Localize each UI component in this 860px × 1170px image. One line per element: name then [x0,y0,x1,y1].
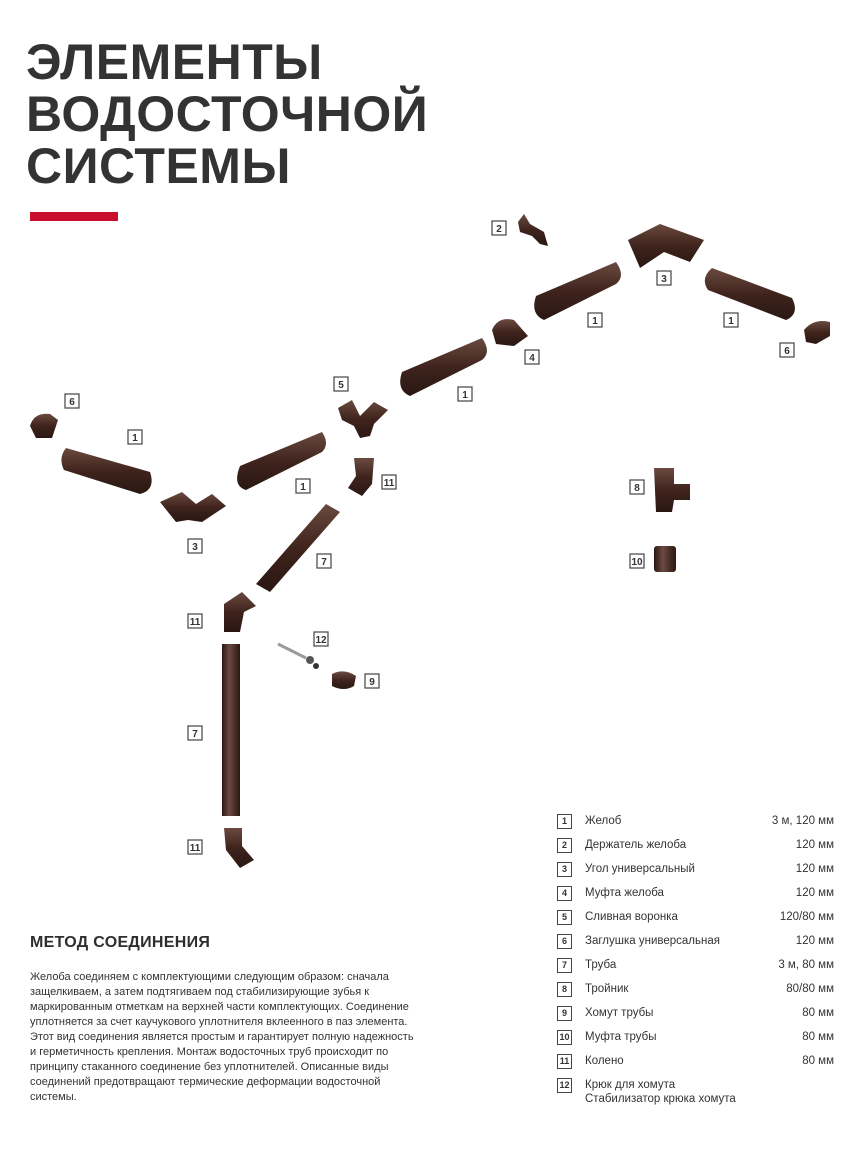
legend-name: Труба [585,959,617,971]
legend-num: 4 [557,886,572,901]
method-title: МЕТОД СОЕДИНЕНИЯ [30,934,211,951]
legend-name: Держатель желоба [585,839,687,851]
legend-row [557,1004,834,1028]
method-text: Желоба соединяем с комплектующими следующим образом: сначала защелкиваем, а затем подтягиваем под стабилизирующие зубья к маркированным отметкам на верхней части комплектующих. Соединение уплотняется за счет каучукового уплотнителя вклеенного в паз элемента. Этот вид соединения является простым и гарантирует полную надежность и герметичность крепления. Монтаж водосточных труб происходит по принципу стаканного соединение без уплотнителей. Описанные виды соединений предотвращают термические деформации водосточной системы. [30,971,414,1103]
legend-num: 8 [557,982,572,997]
diagram-label [188,614,202,628]
clamp-part [332,671,356,689]
legend-name: Заглушка универсальная [585,935,720,947]
diagram-label [458,387,472,401]
svg-text:1: 1 [592,316,598,327]
svg-text:6: 6 [69,397,75,408]
diagram-label [65,394,79,408]
svg-text:3: 3 [192,542,198,553]
svg-text:7: 7 [192,729,198,740]
legend-num: 5 [557,910,572,925]
svg-text:1: 1 [300,482,306,493]
legend-size: 120 мм [795,887,834,899]
legend-num: 9 [557,1006,572,1021]
legend-size: 3 м, 120 мм [771,815,834,827]
title-line-3: СИСТЕМЫ [26,138,291,194]
diagram-label [314,632,328,646]
legend-num: 3 [557,862,572,877]
svg-text:7: 7 [321,557,327,568]
legend-name: Хомут трубы [585,1007,654,1019]
legend-num: 6 [557,934,572,949]
diagram-label [188,840,202,854]
svg-text:2: 2 [496,224,502,235]
legend-row [557,932,834,956]
hook-part [278,644,319,669]
legend-name-line-2: Стабилизатор крюка хомута [585,1093,736,1105]
svg-text:6: 6 [784,346,790,357]
diagram-label [365,674,379,688]
legend-row [557,1052,834,1076]
legend-row [557,1076,834,1110]
svg-text:11: 11 [383,478,395,489]
legend-name [585,1078,736,1106]
legend-num: 12 [557,1078,572,1093]
diagram-label [128,430,142,444]
svg-text:11: 11 [189,843,201,854]
svg-text:8: 8 [634,483,640,494]
svg-text:11: 11 [189,617,201,628]
svg-text:10: 10 [631,557,643,568]
legend-name: Сливная воронка [585,911,678,923]
svg-text:4: 4 [529,353,535,364]
legend [557,812,834,1110]
diagram-label [630,480,644,494]
legend-num: 1 [557,814,572,829]
svg-text:1: 1 [728,316,734,327]
legend-name: Муфта желоба [585,887,664,899]
diagram-label [334,377,348,391]
coupling-part [492,319,528,346]
legend-row [557,1028,834,1052]
legend-name-line-1: Крюк для хомута [585,1079,676,1091]
outlet-part [338,400,388,438]
svg-text:9: 9 [369,677,375,688]
diagram-label [630,554,644,568]
legend-name: Желоб [585,815,622,827]
diagram-label [525,350,539,364]
legend-size: 120 мм [795,935,834,947]
legend-name: Тройник [585,983,629,995]
pipe-part [222,504,340,816]
legend-name: Муфта трубы [585,1031,657,1043]
legend-row [557,812,834,836]
legend-row [557,908,834,932]
legend-row [557,860,834,884]
legend-name: Угол универсальный [585,863,695,875]
legend-row [557,836,834,860]
diagram-label [780,343,794,357]
diagram-label [588,313,602,327]
diagram-label [188,726,202,740]
legend-size: 120 мм [795,839,834,851]
legend-row [557,980,834,1004]
legend-size: 3 м, 80 мм [778,959,834,971]
legend-row [557,956,834,980]
svg-text:5: 5 [338,380,344,391]
legend-row [557,884,834,908]
legend-num: 2 [557,838,572,853]
legend-size: 80/80 мм [786,983,834,995]
tee-part [654,468,690,512]
pipe-coupling-part [654,546,676,572]
diagram-label [317,554,331,568]
diagram-label [382,475,396,489]
legend-size: 120 мм [795,863,834,875]
svg-text:3: 3 [661,274,667,285]
gutter-part [61,262,794,494]
legend-size: 80 мм [802,1007,834,1019]
svg-text:12: 12 [315,635,327,646]
legend-size: 80 мм [802,1031,834,1043]
legend-size: 80 мм [802,1055,834,1067]
diagram-label [296,479,310,493]
diagram-label [724,313,738,327]
legend-name: Колено [585,1055,624,1067]
diagram-label [657,271,671,285]
svg-text:1: 1 [462,390,468,401]
legend-num: 10 [557,1030,572,1045]
svg-text:1: 1 [132,433,138,444]
legend-num: 11 [557,1054,572,1069]
elbow-part [224,458,374,868]
legend-num: 7 [557,958,572,973]
legend-size: 120/80 мм [779,911,834,923]
title-line-1: ЭЛЕМЕНТЫ [26,34,323,90]
diagram-label [188,539,202,553]
diagram-label [492,221,506,235]
holder-part [518,214,548,246]
title-line-2: ВОДОСТОЧНОЙ [26,86,429,142]
